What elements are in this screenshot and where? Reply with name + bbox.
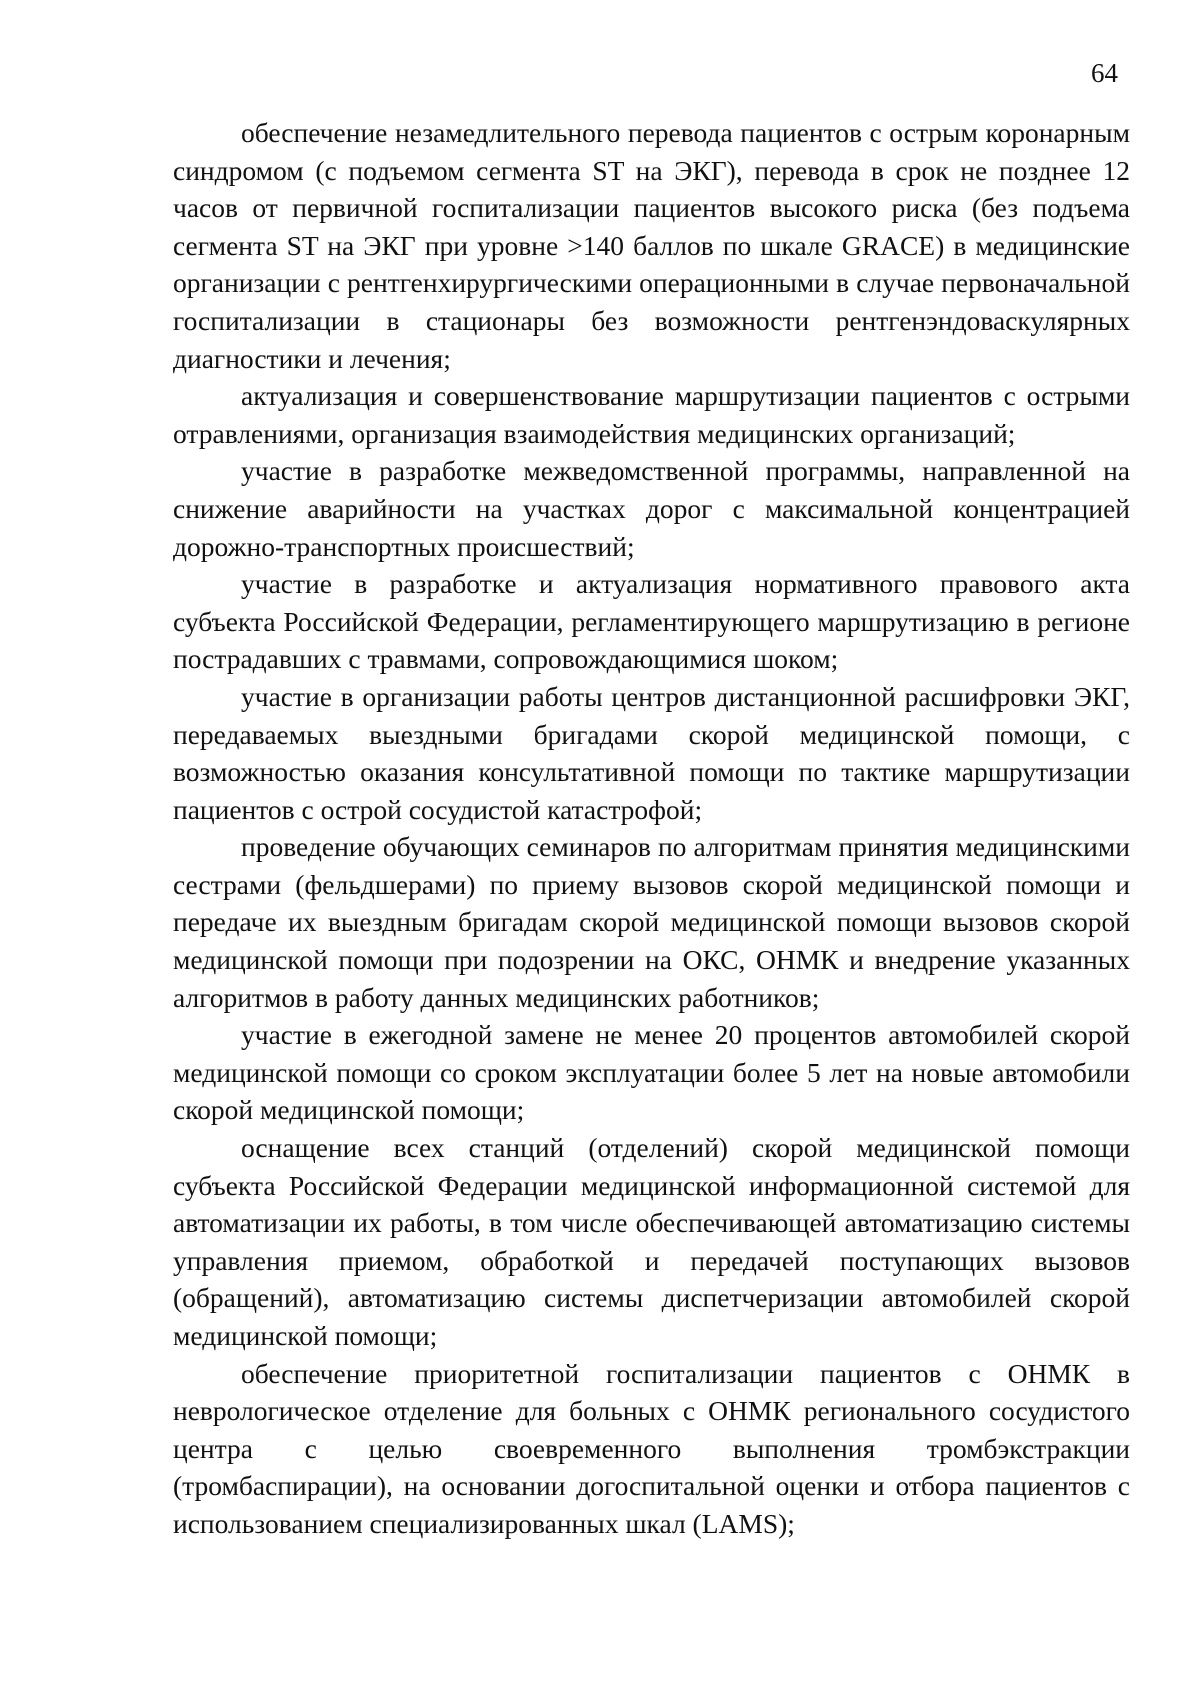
page-number: 64 bbox=[1091, 58, 1118, 88]
paragraph-trauma-routing-act: участие в разработке и актуализация нормативного правового акта субъекта Российской Федерации, регламентирующего маршрутизацию в регионе пострадавших с травмами, сопровождающимися шоком; bbox=[173, 568, 1130, 675]
paragraph-emergency-transfer: обеспечение незамедлительного перевода пациентов с острым коронарным синдромом (с подъемом сегмента ST на ЭКГ), перевода в срок не позднее 12 часов от первичной госпитализации пациентов высокого риска (без подъема сегмента ST на ЭКГ при уровне >140 баллов по шкале GRACE) в медицинские организации с рентгенхирургическими операционными в случае первоначальной госпитализации в стационары без возможности рентгенэндоваскулярных диагностики и лечения; bbox=[173, 117, 1130, 374]
paragraph-road-safety-program: участие в разработке межведомственной программы, направленной на снижение аварийности на участках дорог с максимальной концентрацией дорожно-транспортных происшествий; bbox=[173, 455, 1130, 562]
paragraph-stroke-hospitalization: обеспечение приоритетной госпитализации пациентов с ОНМК в неврологическое отделение для больных с ОНМК регионального сосудистого центра с целью своевременного выполнения тромбэкстракции (тромбаспирации), на основании догоспитальной оценки и отбора пациентов с использованием специализированных шкал (LAMS); bbox=[173, 1357, 1130, 1539]
paragraph-training-seminars: проведение обучающих семинаров по алгоритмам принятия медицинскими сестрами (фельдшерами) по приему вызовов скорой медицинской помощи и передаче их выездным бригадам скорой медицинской помощи вызовов скорой медицинской помощи при подозрении на ОКС, ОНМК и внедрение указанных алгоритмов в работу данных медицинских работников; bbox=[173, 831, 1130, 1013]
paragraph-poisoning-routing: актуализация и совершенствование маршрутизации пациентов с острыми отравлениями, организация взаимодействия медицинских организаций; bbox=[173, 380, 1130, 449]
paragraph-ambulance-replacement: участие в ежегодной замене не менее 20 процентов автомобилей скорой медицинской помощи со сроком эксплуатации более 5 лет на новые автомобили скорой медицинской помощи; bbox=[173, 1019, 1130, 1126]
paragraph-ecg-decoding-centers: участие в организации работы центров дистанционной расшифровки ЭКГ, передаваемых выездными бригадами скорой медицинской помощи, с возможностью оказания консультативной помощи по тактике маршрутизации пациентов с острой сосудистой катастрофой; bbox=[173, 680, 1130, 825]
document-body bbox=[173, 114, 1130, 1543]
paragraph-information-system: оснащение всех станций (отделений) скорой медицинской помощи субъекта Российской Федерации медицинской информационной системой для автоматизации их работы, в том числе обеспечивающей автоматизацию системы управления приемом, обработкой и передачей поступающих вызовов (обращений), автоматизацию системы диспетчеризации автомобилей скорой медицинской помощи; bbox=[173, 1132, 1130, 1351]
